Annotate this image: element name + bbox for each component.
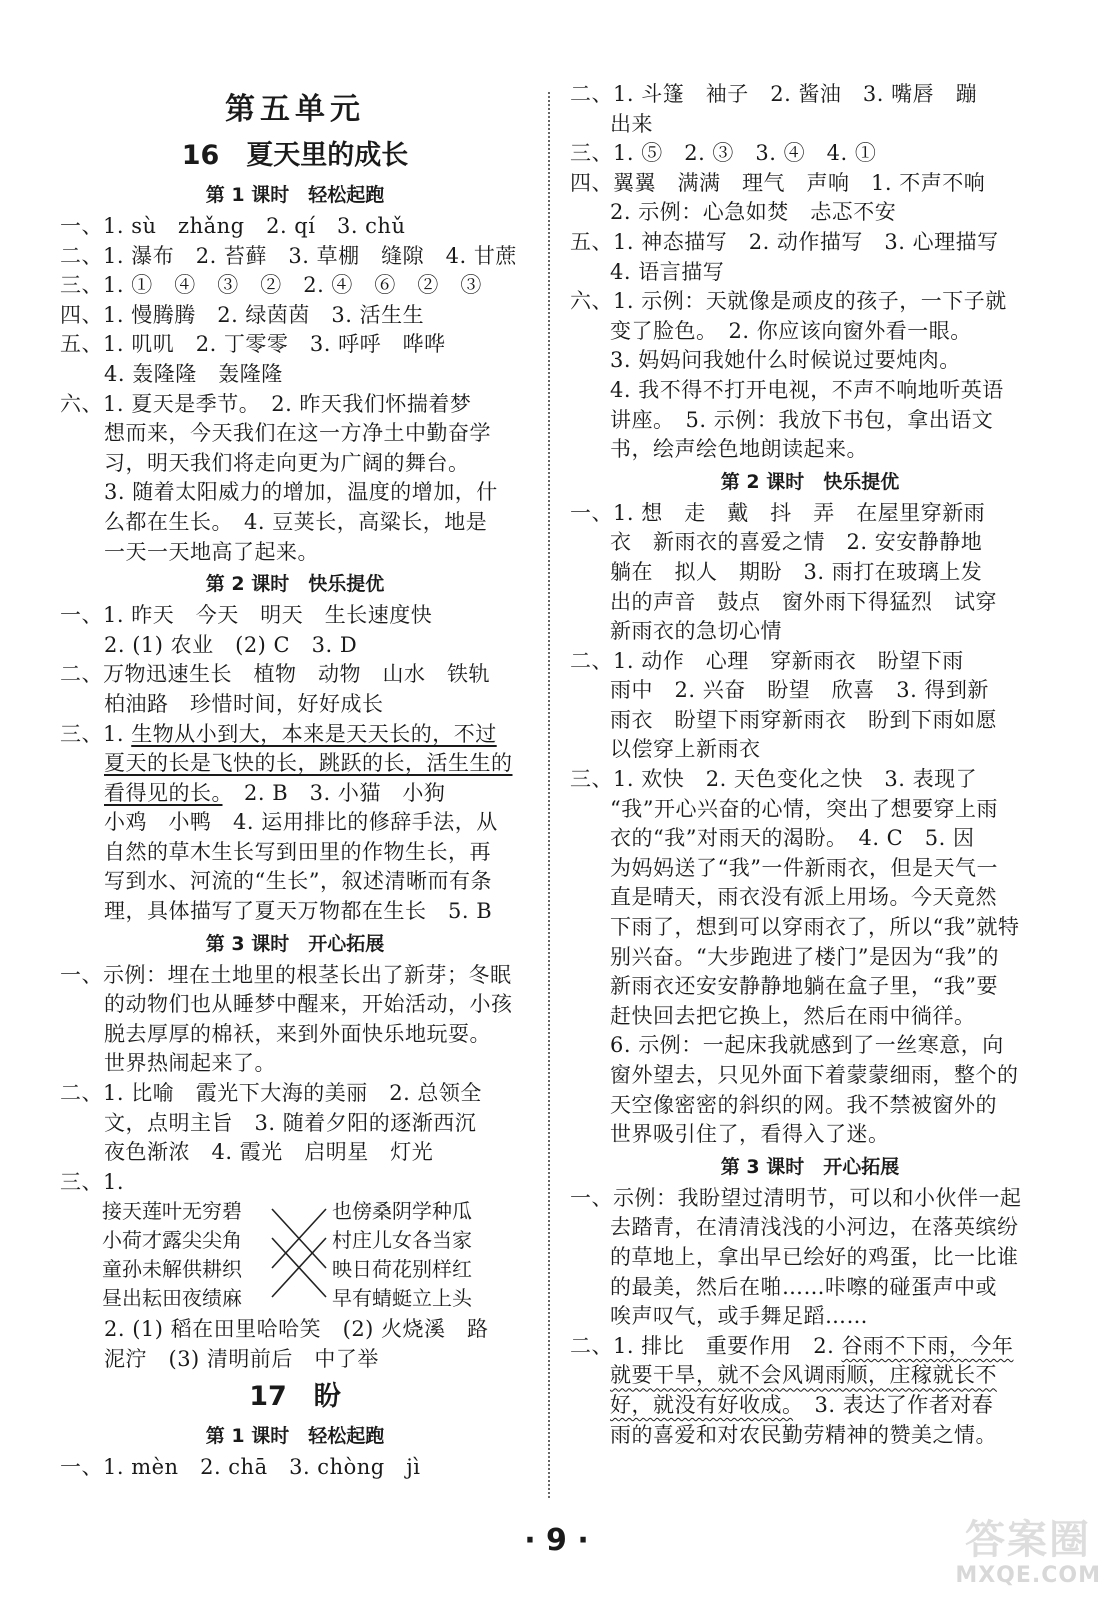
period-heading: 第 1 课时 轻松起跑 bbox=[205, 184, 385, 206]
answer-line: 的动物们也从睡梦中醒来，开始活动，小孩 bbox=[104, 992, 513, 1017]
poem-matching-exercise bbox=[60, 1197, 530, 1315]
answer-line: 三、1. 欢快 2. 天色变化之快 3. 表现了 bbox=[570, 767, 978, 792]
answer-line bbox=[60, 749, 530, 779]
answer-block bbox=[570, 1184, 1050, 1332]
watermark-text: MXQE.COM bbox=[955, 1563, 1101, 1588]
answer-line: 雨衣 盼望下雨穿新雨衣 盼到下雨如愿 bbox=[610, 707, 997, 732]
answer-line: 衣 新雨衣的喜爱之情 2. 安安静静地 bbox=[610, 530, 983, 555]
answer-line: 一、示例：我盼望过清明节，可以和小伙伴一起 bbox=[570, 1185, 1022, 1210]
answer-line: 2. (1) 稻在田里哈哈笑 (2) 火烧溪 路 bbox=[104, 1317, 489, 1342]
right-column bbox=[570, 80, 1050, 1450]
answer-block bbox=[60, 601, 530, 719]
answer-line: 新雨衣还安安静静地躺在盒子里，“我”要 bbox=[610, 974, 998, 999]
answer-line: 4. 轰隆隆 轰隆隆 bbox=[104, 361, 283, 386]
poem-line: 早有蜻蜓立上头 bbox=[332, 1286, 472, 1311]
answer-line: 4. 我不得不打开电视，不声不响地听英语 bbox=[610, 377, 1004, 402]
answer-line: 看得见的长。 2. B 3. 小猫 小狗 bbox=[104, 780, 446, 805]
answer-line: 一天一天地高了起来。 bbox=[104, 539, 319, 564]
period-heading: 第 2 课时 快乐提优 bbox=[205, 573, 385, 596]
wavy-underlined-text: 谷雨不下雨，今年 bbox=[841, 1333, 1014, 1358]
answer-line: 理，具体描写了夏天万物都在生长 5. B bbox=[104, 899, 493, 924]
period-heading: 第 2 课时 快乐提优 bbox=[720, 470, 900, 493]
answer-line: 夜色渐浓 4. 霞光 启明星 灯光 bbox=[104, 1140, 434, 1165]
answer-line: 2. 示例：心急如焚 忐忑不安 bbox=[610, 200, 897, 225]
answer-line: 么都在生长。 4. 豆荚长，高粱长，地是 bbox=[104, 509, 488, 534]
answer-line: 别兴奋。“大步跑进了楼门”是因为“我”的 bbox=[610, 944, 999, 969]
answer-block bbox=[60, 961, 530, 1198]
wavy-underlined-text: 好，就没有好收成。 bbox=[610, 1392, 793, 1417]
answer-line: 二、万物迅速生长 植物 动物 山水 铁轨 bbox=[60, 662, 490, 687]
answer-line: 书，绘声绘色地朗读起来。 bbox=[610, 437, 868, 462]
lesson-title-17: 17 盼 bbox=[249, 1380, 341, 1412]
answer-line: 4. 语言描写 bbox=[610, 259, 725, 284]
answer-line: 直是晴天，雨衣没有派上用场。今天竟然 bbox=[610, 885, 997, 910]
answer-line: 的草地上，拿出早已绘好的鸡蛋，比一比谁 bbox=[610, 1244, 1019, 1269]
answer-line: 世界热闹起来了。 bbox=[104, 1051, 276, 1076]
watermark-logo: 答案圈 bbox=[965, 1517, 1091, 1563]
column-divider bbox=[548, 92, 550, 1498]
answer-block bbox=[60, 212, 530, 567]
answer-block bbox=[570, 1421, 1050, 1451]
answer-line: 好，就没有好收成。 3. 表达了作者对春 bbox=[610, 1392, 994, 1417]
answer-line: 一、示例：埋在土地里的根茎长出了新芽；冬眠 bbox=[60, 962, 512, 987]
answer-line: 三、1. ① ④ ③ ② 2. ④ ⑥ ② ③ bbox=[60, 273, 482, 298]
answer-line: 天空像密密的斜织的网。我不禁被窗外的 bbox=[610, 1092, 997, 1117]
answer-line: 以偿穿上新雨衣 bbox=[610, 737, 761, 762]
answer-line: 三、1. 生物从小到大，本来是天天长的，不过 bbox=[60, 721, 497, 746]
answer-line: 六、1. 夏天是季节。 2. 昨天我们怀揣着梦 bbox=[60, 391, 472, 416]
answer-line: 窗外望去，只见外面下着蒙蒙细雨，整个的 bbox=[610, 1063, 1019, 1087]
answer-line: 小鸡 小鸭 4. 运用排比的修辞手法，从 bbox=[104, 810, 498, 835]
poem-line: 映日荷花别样红 bbox=[332, 1257, 472, 1282]
answer-block bbox=[60, 1453, 530, 1483]
answer-line: 一、1. 昨天 今天 明天 生长速度快 bbox=[60, 603, 433, 628]
answer-line: 新雨衣的急切心情 bbox=[610, 619, 782, 644]
answer-line: 脱去厚厚的棉袄，来到外面快乐地玩耍。 bbox=[104, 1021, 491, 1046]
answer-line: 写到水、河流的“生长”，叙述清晰而有条 bbox=[104, 869, 492, 894]
answer-line: 去踏青，在清清浅浅的小河边，在落英缤纷 bbox=[610, 1215, 1019, 1240]
match-right-list bbox=[332, 1197, 472, 1313]
answer-block bbox=[60, 1315, 530, 1374]
page-number: · 9 · bbox=[524, 1523, 589, 1558]
answer-line: 二、1. 排比 重要作用 2. 谷雨不下雨，今年 bbox=[570, 1333, 1014, 1358]
answer-line: 二、1. 动作 心理 穿新雨衣 盼望下雨 bbox=[570, 648, 964, 673]
lesson-title-16: 16 夏天里的成长 bbox=[181, 140, 409, 171]
answer-line: 变了脸色。 2. 你应该向窗外看一眼。 bbox=[610, 318, 972, 343]
answer-line: 6. 示例：一起床我就感到了一丝寒意，向 bbox=[610, 1033, 1004, 1058]
answer-block bbox=[570, 499, 1050, 1150]
answer-line: 赶快回去把它换上，然后在雨中徜徉。 bbox=[610, 1003, 976, 1028]
answer-line: 六、1. 示例：天就像是顽皮的孩子，一下子就 bbox=[570, 289, 1007, 314]
answer-line: 三、1. bbox=[60, 1169, 125, 1194]
unit-title: 第五单元 bbox=[225, 92, 365, 127]
wavy-underlined-text: 就要干旱，就不会风调雨顺，庄稼就长不 bbox=[610, 1363, 997, 1388]
answer-line: 四、1. 慢腾腾 2. 绿茵茵 3. 活生生 bbox=[60, 302, 425, 327]
answer-line: 习，明天我们将走向更为广阔的舞台。 bbox=[104, 450, 470, 475]
answer-line: 三、1. ⑤ 2. ③ 3. ④ 4. ① bbox=[570, 141, 877, 166]
period-heading: 第 1 课时 轻松起跑 bbox=[205, 1424, 385, 1447]
poem-line: 小荷才露尖尖角 bbox=[102, 1228, 242, 1253]
answer-line: 世界吸引住了，看得入了迷。 bbox=[610, 1122, 890, 1147]
answer-line: 3. 随着太阳威力的增加，温度的增加，什 bbox=[104, 480, 498, 505]
watermark bbox=[915, 1506, 1105, 1592]
answer-line: 出的声音 鼓点 窗外雨下得猛烈 试穿 bbox=[610, 589, 997, 614]
answer-line: 一、1. mèn 2. chā 3. chòng jì bbox=[60, 1454, 421, 1479]
poem-line: 童孙未解供耕织 bbox=[102, 1257, 242, 1282]
period-heading: 第 3 课时 开心拓展 bbox=[205, 932, 385, 955]
answer-line: 自然的草木生长写到田里的作物生长，再 bbox=[104, 839, 491, 864]
poem-line: 村庄儿女各当家 bbox=[332, 1228, 472, 1253]
underlined-text: 生物从小到大，本来是天天长的，不过 bbox=[131, 721, 497, 746]
answer-line: 躺在 拟人 期盼 3. 雨打在玻璃上发 bbox=[610, 559, 983, 584]
answer-line: 出来 bbox=[610, 111, 653, 136]
answer-block bbox=[60, 808, 530, 926]
poem-line: 昼出耘田夜绩麻 bbox=[102, 1286, 242, 1311]
answer-line: 讲座。 5. 示例：我放下书包，拿出语文 bbox=[610, 407, 994, 432]
period-heading: 第 3 课时 开心拓展 bbox=[720, 1155, 900, 1178]
answer-line: 3. 妈妈问我她什么时候说过要炖肉。 bbox=[610, 348, 961, 373]
answer-line: 四、翼翼 满满 理气 声响 1. 不声不响 bbox=[570, 170, 986, 195]
answer-line: 二、1. 比喻 霞光下大海的美丽 2. 总领全 bbox=[60, 1081, 482, 1106]
match-left-list bbox=[102, 1197, 242, 1313]
answer-line: “我”开心兴奋的心情，突出了想要穿上雨 bbox=[610, 796, 998, 821]
answer-line: 泥泞 (3) 清明前后 中了举 bbox=[104, 1347, 379, 1371]
answer-line: 为妈妈送了“我”一件新雨衣，但是天气一 bbox=[610, 855, 998, 880]
answer-line: 的最美，然后在啪……咔嚓的碰蛋声中或 bbox=[610, 1274, 997, 1299]
poem-line: 接天莲叶无穷碧 bbox=[102, 1199, 242, 1224]
underlined-text: 夏天的长是飞快的长，跳跃的长，活生生的 bbox=[104, 751, 513, 776]
answer-line: 唉声叹气，或手舞足蹈…… bbox=[610, 1304, 868, 1329]
answer-line: 二、1. 斗篷 袖子 2. 酱油 3. 嘴唇 蹦 bbox=[570, 82, 978, 106]
answer-line: 文，点明主旨 3. 随着夕阳的逐渐西沉 bbox=[104, 1110, 477, 1135]
answer-line: 五、1. 叽叽 2. 丁零零 3. 呼呼 哗哗 bbox=[60, 332, 446, 357]
answer-line: 一、1. sù zhǎng 2. qí 3. chǔ bbox=[60, 214, 406, 238]
answer-line: 雨中 2. 兴奋 盼望 欣喜 3. 得到新 bbox=[610, 678, 989, 703]
answer-line bbox=[570, 1361, 1050, 1391]
underlined-text: 看得见的长。 bbox=[104, 780, 223, 805]
answer-line: 二、1. 瀑布 2. 苔藓 3. 草棚 缝隙 4. 甘蔗 bbox=[60, 243, 517, 268]
answer-line: 衣的“我”对雨天的渴盼。 4. C 5. 因 bbox=[610, 826, 975, 851]
answer-line: 想而来，今天我们在这一方净土中勤奋学 bbox=[104, 421, 491, 446]
answer-line: 2. (1) 农业 (2) C 3. D bbox=[104, 632, 358, 657]
answer-line: 柏油路 珍惜时间，好好成长 bbox=[104, 691, 384, 716]
answer-line: 一、1. 想 走 戴 抖 弄 在屋里穿新雨 bbox=[570, 500, 986, 525]
answer-line: 五、1. 神态描写 2. 动作描写 3. 心理描写 bbox=[570, 229, 999, 254]
poem-line: 也傍桑阴学种瓜 bbox=[332, 1199, 472, 1224]
left-column bbox=[60, 80, 530, 1482]
answer-line: 下雨了，想到可以穿雨衣了，所以“我”就特 bbox=[610, 915, 1020, 940]
answer-line: 雨的喜爱和对农民勤劳精神的赞美之情。 bbox=[610, 1422, 997, 1447]
answer-block bbox=[570, 80, 1050, 465]
